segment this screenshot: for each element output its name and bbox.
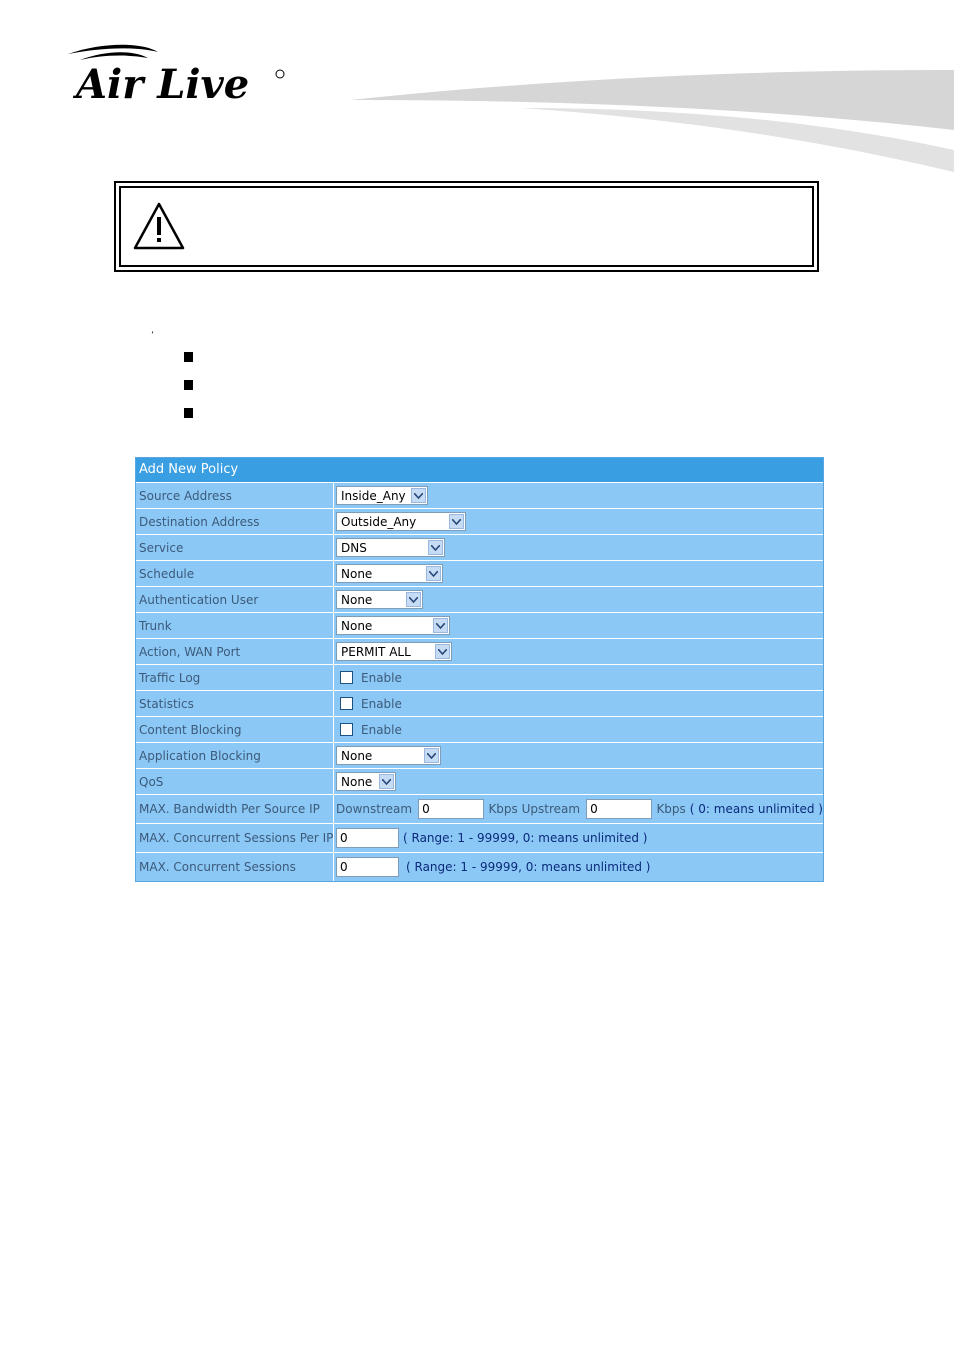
select-value: Inside_Any bbox=[341, 488, 406, 503]
max-sessions-label: MAX. Concurrent Sessions bbox=[136, 853, 334, 881]
application-blocking-label: Application Blocking bbox=[136, 743, 334, 768]
qos-select[interactable] bbox=[336, 772, 396, 791]
row-trunk bbox=[136, 613, 823, 639]
svg-text:Air Live: Air Live bbox=[76, 61, 250, 108]
row-action-wan-port bbox=[136, 639, 823, 665]
traffic-log-enable-label: Enable bbox=[361, 670, 402, 685]
row-service bbox=[136, 535, 823, 561]
destination-address-select[interactable] bbox=[336, 512, 466, 531]
select-value: None bbox=[341, 566, 373, 581]
row-schedule bbox=[136, 561, 823, 587]
row-traffic-log bbox=[136, 665, 823, 691]
chevron-down-icon bbox=[406, 592, 421, 607]
chevron-down-icon bbox=[426, 566, 441, 581]
trunk-select[interactable] bbox=[336, 616, 450, 635]
action-wan-port-select[interactable] bbox=[336, 642, 452, 661]
downstream-input[interactable]: 0 bbox=[418, 799, 484, 819]
select-value: DNS bbox=[341, 540, 367, 555]
row-authentication-user bbox=[136, 587, 823, 613]
row-application-blocking bbox=[136, 743, 823, 769]
add-new-policy-form bbox=[135, 457, 824, 882]
trunk-label: Trunk bbox=[136, 613, 334, 638]
chevron-down-icon bbox=[411, 488, 426, 503]
row-destination-address bbox=[136, 509, 823, 535]
max-sessions-per-ip-label: MAX. Concurrent Sessions Per IP bbox=[136, 824, 334, 852]
select-value: None bbox=[341, 592, 373, 607]
destination-address-label: Destination Address bbox=[136, 509, 334, 534]
authentication-user-select[interactable] bbox=[336, 590, 423, 609]
downstream-label: Downstream bbox=[336, 802, 413, 816]
row-max-bandwidth bbox=[136, 795, 823, 824]
bullet-marker bbox=[184, 352, 193, 362]
row-qos bbox=[136, 769, 823, 795]
row-max-sessions-per-ip bbox=[136, 824, 823, 853]
max-bandwidth-label: MAX. Bandwidth Per Source IP bbox=[136, 795, 334, 823]
source-address-select[interactable] bbox=[336, 486, 428, 505]
content-blocking-label: Content Blocking bbox=[136, 717, 334, 742]
airlive-logo bbox=[62, 40, 292, 110]
policy-title: Add New Policy bbox=[136, 458, 823, 483]
bullet-marker bbox=[184, 408, 193, 418]
action-wan-port-label: Action, WAN Port bbox=[136, 639, 334, 664]
max-sessions-per-ip-note: ( Range: 1 - 99999, 0: means unlimited ) bbox=[403, 831, 648, 845]
authentication-user-label: Authentication User bbox=[136, 587, 334, 612]
warning-icon bbox=[131, 200, 187, 252]
service-label: Service bbox=[136, 535, 334, 560]
chevron-down-icon bbox=[424, 748, 439, 763]
qos-label: QoS bbox=[136, 769, 334, 794]
kbps-unit: Kbps bbox=[656, 802, 686, 816]
application-blocking-select[interactable] bbox=[336, 746, 441, 765]
warning-inner-border bbox=[119, 186, 814, 267]
chevron-down-icon bbox=[428, 540, 443, 555]
upstream-input[interactable]: 0 bbox=[586, 799, 652, 819]
small-mark: ’ bbox=[151, 331, 154, 341]
warning-box bbox=[114, 181, 819, 272]
traffic-log-label: Traffic Log bbox=[136, 665, 334, 690]
statistics-checkbox[interactable] bbox=[340, 697, 353, 710]
row-source-address bbox=[136, 483, 823, 509]
upstream-label: Kbps Upstream bbox=[488, 802, 581, 816]
max-sessions-note: ( Range: 1 - 99999, 0: means unlimited ) bbox=[406, 860, 651, 874]
chevron-down-icon bbox=[449, 514, 464, 529]
select-value: PERMIT ALL bbox=[341, 644, 411, 659]
row-content-blocking bbox=[136, 717, 823, 743]
select-value: None bbox=[341, 748, 373, 763]
chevron-down-icon bbox=[433, 618, 448, 633]
row-max-sessions bbox=[136, 853, 823, 881]
schedule-label: Schedule bbox=[136, 561, 334, 586]
select-value: Outside_Any bbox=[341, 514, 417, 529]
statistics-enable-label: Enable bbox=[361, 696, 402, 711]
chevron-down-icon bbox=[379, 774, 394, 789]
select-value: None bbox=[341, 774, 373, 789]
bandwidth-note: ( 0: means unlimited ) bbox=[689, 802, 823, 816]
select-value: None bbox=[341, 618, 373, 633]
statistics-label: Statistics bbox=[136, 691, 334, 716]
bullet-marker bbox=[184, 380, 193, 390]
bullet-list bbox=[184, 352, 193, 436]
content-blocking-checkbox[interactable] bbox=[340, 723, 353, 736]
content-blocking-enable-label: Enable bbox=[361, 722, 402, 737]
chevron-down-icon bbox=[435, 644, 450, 659]
max-sessions-input[interactable]: 0 bbox=[336, 857, 399, 877]
max-sessions-per-ip-input[interactable]: 0 bbox=[336, 828, 399, 848]
row-statistics bbox=[136, 691, 823, 717]
traffic-log-checkbox[interactable] bbox=[340, 671, 353, 684]
service-select[interactable] bbox=[336, 538, 445, 557]
source-address-label: Source Address bbox=[136, 483, 334, 508]
schedule-select[interactable] bbox=[336, 564, 443, 583]
